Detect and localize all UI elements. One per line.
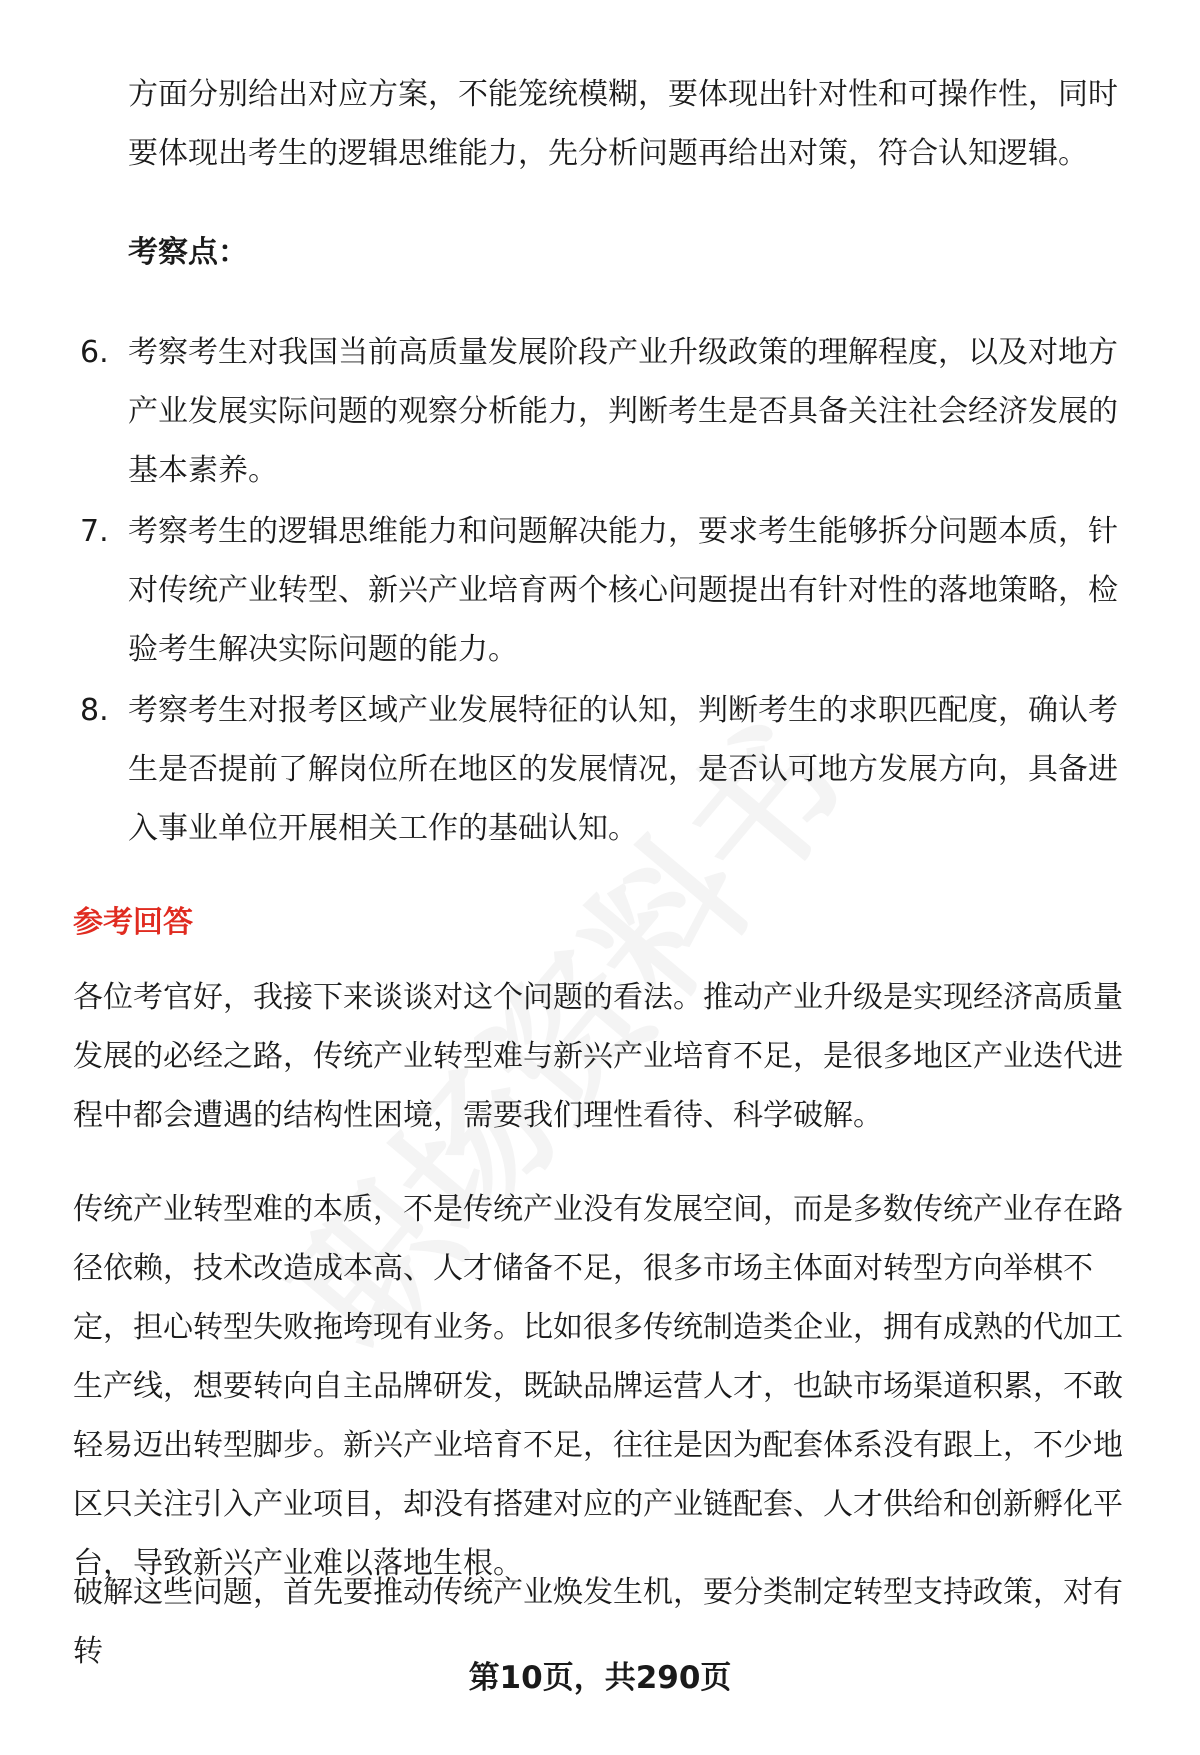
intro-paragraph: 方面分别给出对应方案，不能笼统模糊，要体现出针对性和可操作性，同时要体现出考生的逻辑思维能力，先分析问题再给出对策，符合认知逻辑。: [128, 77, 1118, 171]
list-item-text: 考察考生的逻辑思维能力和问题解决能力，要求考生能够拆分问题本质，针对传统产业转型、新兴产业培育两个核心问题提出有针对性的落地策略，检验考生解决实际问题的能力。: [128, 514, 1118, 667]
answer-paragraph: 传统产业转型难的本质，不是传统产业没有发展空间，而是多数传统产业存在路径依赖，技术改造成本高、人才储备不足，很多市场主体面对转型方向举棋不定，担心转型失败拖垮现有业务。比如很多传统制造类企业，拥有成熟的代加工生产线，想要转向自主品牌研发，既缺品牌运营人才，也缺市场渠道积累，不敢轻易迈出转型脚步。新兴产业培育不足，往往是因为配套体系没有跟上，不少地区只关注引入产业项目，却没有搭建对应的产业链配套、人才供给和创新孵化平台，导致新兴产业难以落地生根。: [73, 1192, 1123, 1581]
kaochadian-list: [80, 323, 1145, 860]
answer-paragraph: 破解这些问题，首先要推动传统产业焕发生机，要分类制定转型支持政策，对有转: [73, 1575, 1123, 1669]
list-item: [80, 502, 1145, 679]
list-item: [80, 323, 1145, 500]
list-item-text: 考察考生对报考区域产业发展特征的认知，判断考生的求职匹配度，确认考生是否提前了解岗位所在地区的发展情况，是否认可地方发展方向，具备进入事业单位开展相关工作的基础认知。: [128, 693, 1118, 846]
list-item-number: 8.: [80, 693, 109, 728]
kaochadian-heading: 考察点：: [128, 235, 248, 270]
list-item-text: 考察考生对我国当前高质量发展阶段产业升级政策的理解程度，以及对地方产业发展实际问题的观察分析能力，判断考生是否具备关注社会经济发展的基本素养。: [128, 335, 1118, 488]
reference-answer-heading: 参考回答: [73, 905, 193, 940]
answer-paragraph: 各位考官好，我接下来谈谈对这个问题的看法。推动产业升级是实现经济高质量发展的必经之路，传统产业转型难与新兴产业培育不足，是很多地区产业迭代进程中都会遭遇的结构性困境，需要我们理性看待、科学破解。: [73, 980, 1123, 1133]
list-item-number: 6.: [80, 335, 109, 370]
list-item: [80, 681, 1145, 858]
page-number: 第10页，共290页: [468, 1660, 732, 1696]
list-item-number: 7.: [80, 514, 109, 549]
